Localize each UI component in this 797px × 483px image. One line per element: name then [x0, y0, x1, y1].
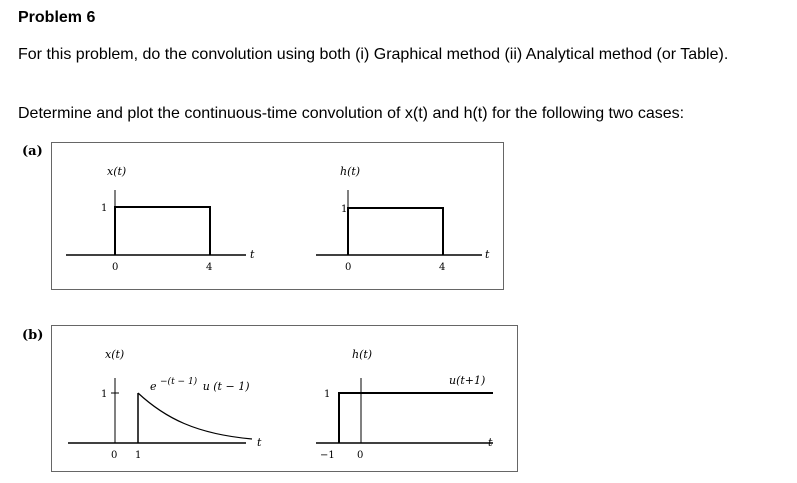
- case-b-x-decay-curve: [138, 393, 252, 439]
- problem-instruction: For this problem, do the convolution using both (i) Graphical method (ii) Analytical method (or Table).: [18, 46, 729, 63]
- case-b-h-step: [339, 393, 493, 443]
- case-a-h-ylabel: h(t): [340, 165, 361, 178]
- case-b-h-xlabel: t: [488, 436, 493, 449]
- case-b-x-annotation: [150, 374, 249, 393]
- case-a-h-pulse: [348, 208, 443, 255]
- case-b-h-tick-0: 0: [357, 450, 364, 461]
- case-a-x-level: 1: [101, 203, 108, 214]
- case-a-x-tick-4: 4: [206, 262, 213, 273]
- case-a-x-pulse: [115, 207, 210, 255]
- case-b-h-plot: [316, 378, 493, 443]
- case-b-h-annotation: u(t+1): [449, 374, 486, 387]
- case-b-h-level: 1: [324, 389, 331, 400]
- case-a-x-xlabel: t: [250, 248, 255, 261]
- case-a-h-tick-4: 4: [439, 262, 446, 273]
- case-b-label: (b): [22, 328, 44, 343]
- case-a-x-plot: [66, 190, 246, 255]
- case-b-x-level: 1: [101, 389, 108, 400]
- case-a-h-xlabel: t: [485, 248, 490, 261]
- case-a-h-tick-0: 0: [345, 262, 352, 273]
- case-a-x-tick-0: 0: [112, 262, 119, 273]
- case-a-h-plot: [316, 190, 482, 255]
- case-b-x-xlabel: t: [257, 436, 262, 449]
- case-a-x-ylabel: x(t): [107, 165, 127, 178]
- case-b-h-ylabel: h(t): [352, 348, 373, 361]
- case-b-x-ann-base: e: [150, 380, 157, 393]
- case-a-label: (a): [22, 144, 43, 159]
- case-b-x-ann-exp: −(t − 1): [160, 377, 198, 387]
- case-b-x-tick-1: 1: [135, 450, 142, 461]
- case-b-x-ylabel: x(t): [105, 348, 125, 361]
- case-a-h-level: 1: [341, 204, 348, 215]
- problem-task: Determine and plot the continuous-time convolution of x(t) and h(t) for the following two cases:: [18, 105, 685, 122]
- problem-title: Problem 6: [18, 9, 96, 26]
- case-b-x-tick-0: 0: [111, 450, 118, 461]
- case-b-h-tick-neg1: −1: [320, 450, 335, 461]
- case-b-x-ann-rest: u (t − 1): [202, 380, 250, 393]
